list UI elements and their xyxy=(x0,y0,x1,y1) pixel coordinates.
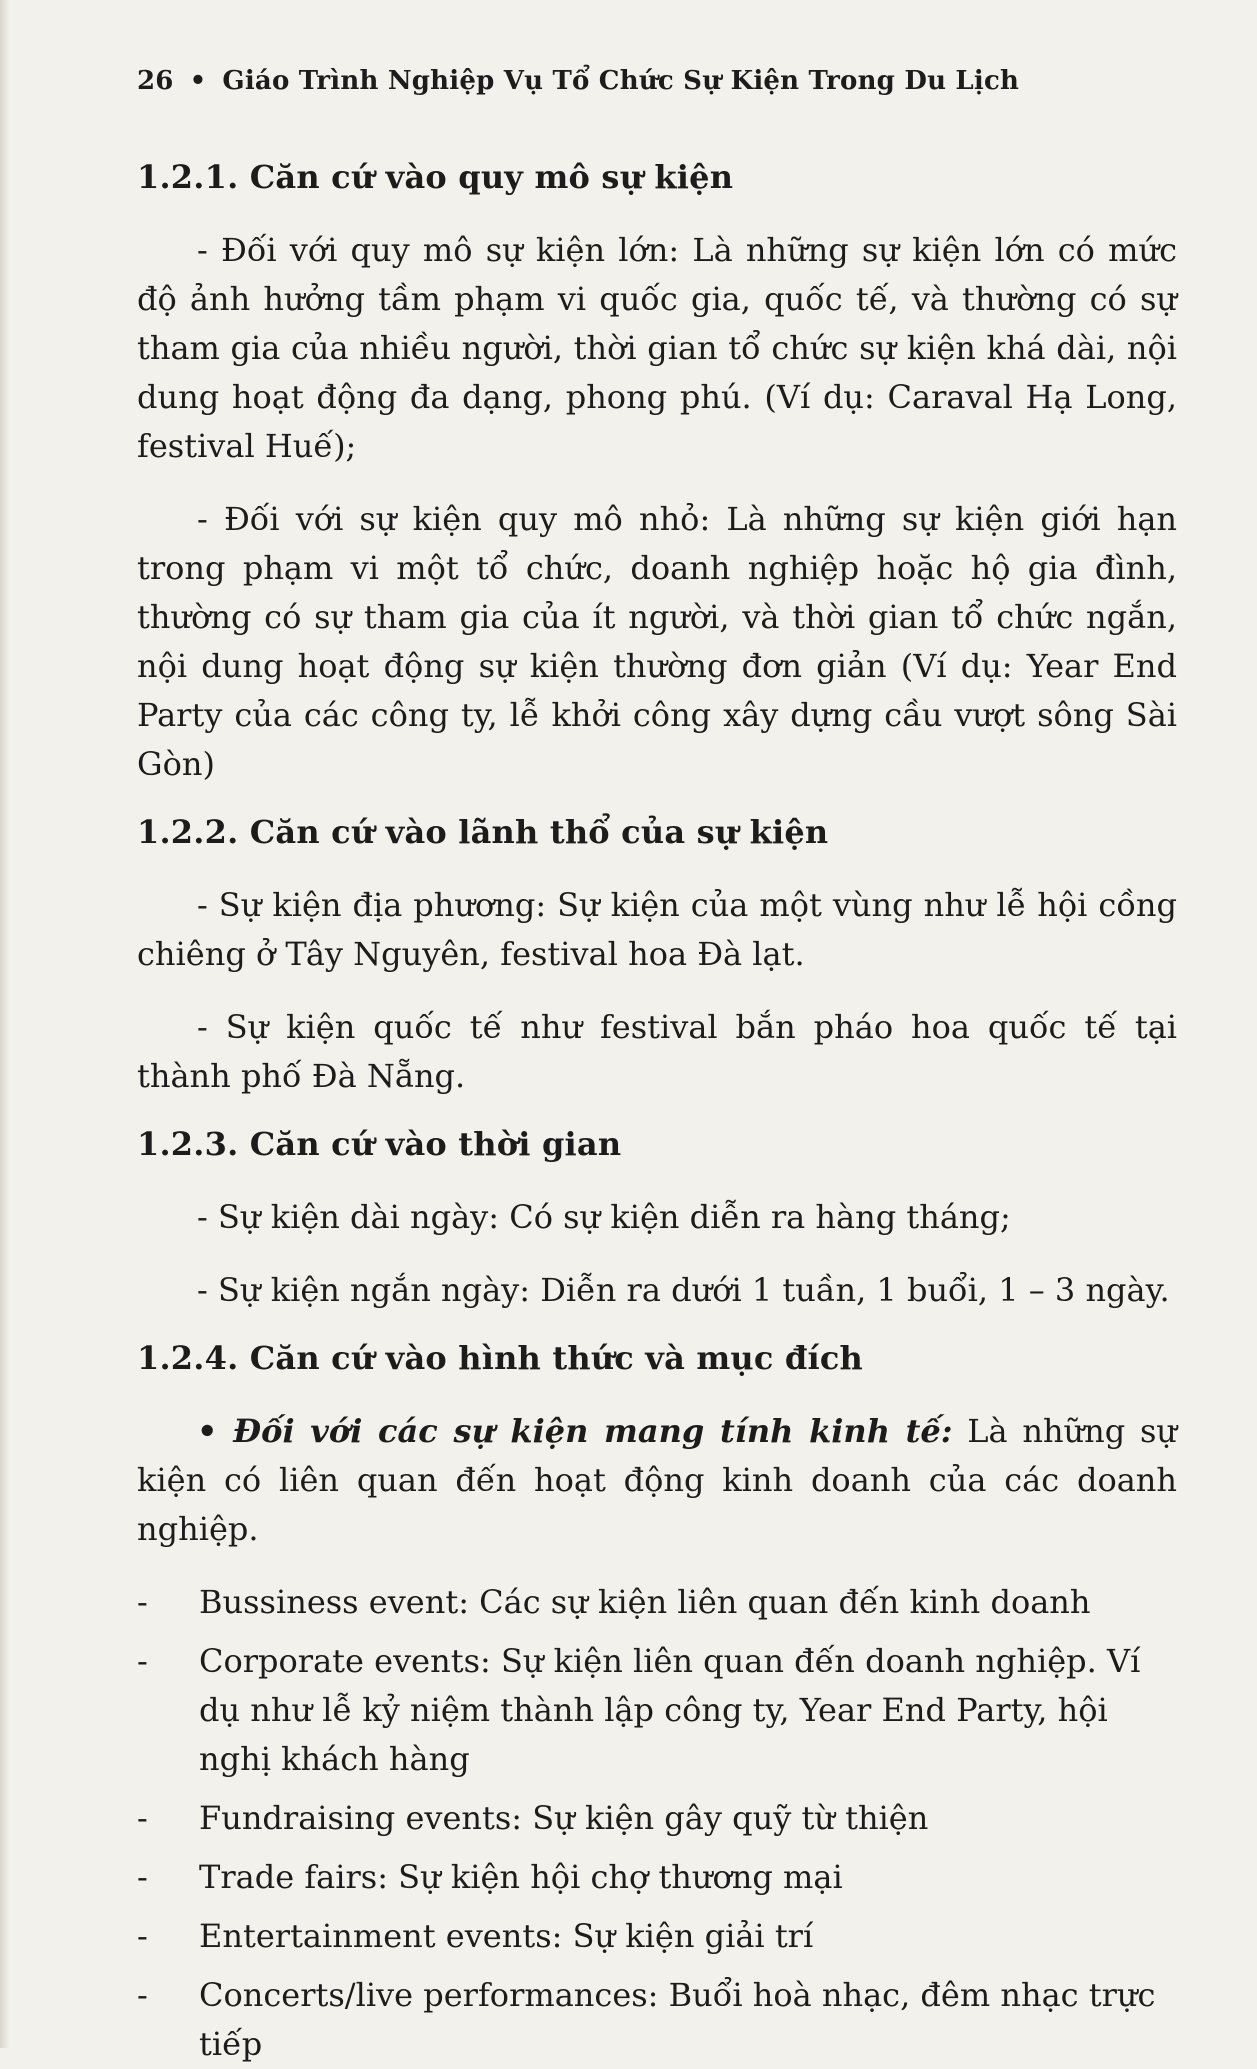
dash-marker: - xyxy=(137,1976,148,2014)
header-bullet: • xyxy=(189,66,207,96)
book-title: Giáo Trình Nghiệp Vụ Tổ Chức Sự Kiện Trong Du Lịch xyxy=(222,66,1020,96)
page-spine-shadow xyxy=(0,0,10,2048)
paragraph-small-events: - Đối với sự kiện quy mô nhỏ: Là những sự kiện giới hạn trong phạm vi một tổ chức, doanh nghiệp hoặc hộ gia đình, thường có sự tham gia của ít người, và thời gian tổ chức ngắn, nội dung hoạt động sự kiện thường đơn giản (Ví dụ: Year End Party của các công ty, lễ khởi công xây dựng cầu vượt sông Sài Gòn) xyxy=(137,500,1177,783)
section-heading-1-2-2: 1.2.2. Căn cứ vào lãnh thổ của sự kiện xyxy=(137,813,829,851)
economic-events-text: Là những sự kiện có liên quan đến hoạt động kinh doanh của các doanh nghiệp. xyxy=(137,1412,1178,1548)
paragraph-local-events: - Sự kiện địa phương: Sự kiện của một vùng như lễ hội cồng chiêng ở Tây Nguyên, festival hoa Đà lạt. xyxy=(137,886,1177,973)
list-item-text: Entertainment events: Sự kiện giải trí xyxy=(199,1917,814,1955)
dash-marker: - xyxy=(137,1799,148,1837)
dash-marker: - xyxy=(137,1917,148,1955)
section-heading-1-2-4: 1.2.4. Căn cứ vào hình thức và mục đích xyxy=(137,1339,864,1377)
list-item xyxy=(137,1794,1177,1843)
economic-events-list xyxy=(137,1578,1177,2069)
section-heading-1-2-1: 1.2.1. Căn cứ vào quy mô sự kiện xyxy=(137,158,734,196)
paragraph-international-events: - Sự kiện quốc tế như festival bắn pháo hoa quốc tế tại thành phố Đà Nẵng. xyxy=(137,1008,1177,1095)
list-item-text: Concerts/live performances: Buổi hoà nhạc, đêm nhạc trực tiếp xyxy=(199,1976,1156,2063)
list-item xyxy=(137,1637,1177,1784)
paragraph-long-events: - Sự kiện dài ngày: Có sự kiện diễn ra hàng tháng; xyxy=(197,1198,1011,1236)
list-item xyxy=(137,1853,1177,1902)
list-item xyxy=(137,1971,1177,2069)
list-item-text: Trade fairs: Sự kiện hội chợ thương mại xyxy=(199,1858,843,1896)
paragraph-large-events: - Đối với quy mô sự kiện lớn: Là những sự kiện lớn có mức độ ảnh hưởng tầm phạm vi quốc gia, quốc tế, và thường có sự tham gia của nhiều người, thời gian tổ chức sự kiện khá dài, nội dung hoạt động đa dạng, phong phú. (Ví dụ: Caraval Hạ Long, festival Huế); xyxy=(137,231,1177,465)
dash-marker: - xyxy=(137,1583,148,1621)
running-header xyxy=(137,66,1177,96)
dash-marker: - xyxy=(137,1858,148,1896)
list-item-text: Bussiness event: Các sự kiện liên quan đến kinh doanh xyxy=(199,1583,1091,1621)
list-item xyxy=(137,1578,1177,1627)
page-number: 26 xyxy=(137,66,174,96)
paragraph-short-events: - Sự kiện ngắn ngày: Diễn ra dưới 1 tuần, 1 buổi, 1 – 3 ngày. xyxy=(197,1271,1170,1309)
list-item xyxy=(137,1912,1177,1961)
list-item-text: Corporate events: Sự kiện liên quan đến doanh nghiệp. Ví dụ như lễ kỷ niệm thành lập công ty, Year End Party, hội nghị khách hàng xyxy=(199,1642,1141,1778)
economic-events-lead: • Đối với các sự kiện mang tính kinh tế: xyxy=(197,1412,953,1450)
paragraph-economic-events xyxy=(137,1407,1177,1554)
dash-marker: - xyxy=(137,1642,148,1680)
section-heading-1-2-3: 1.2.3. Căn cứ vào thời gian xyxy=(137,1125,622,1163)
list-item-text: Fundraising events: Sự kiện gây quỹ từ thiện xyxy=(199,1799,929,1837)
